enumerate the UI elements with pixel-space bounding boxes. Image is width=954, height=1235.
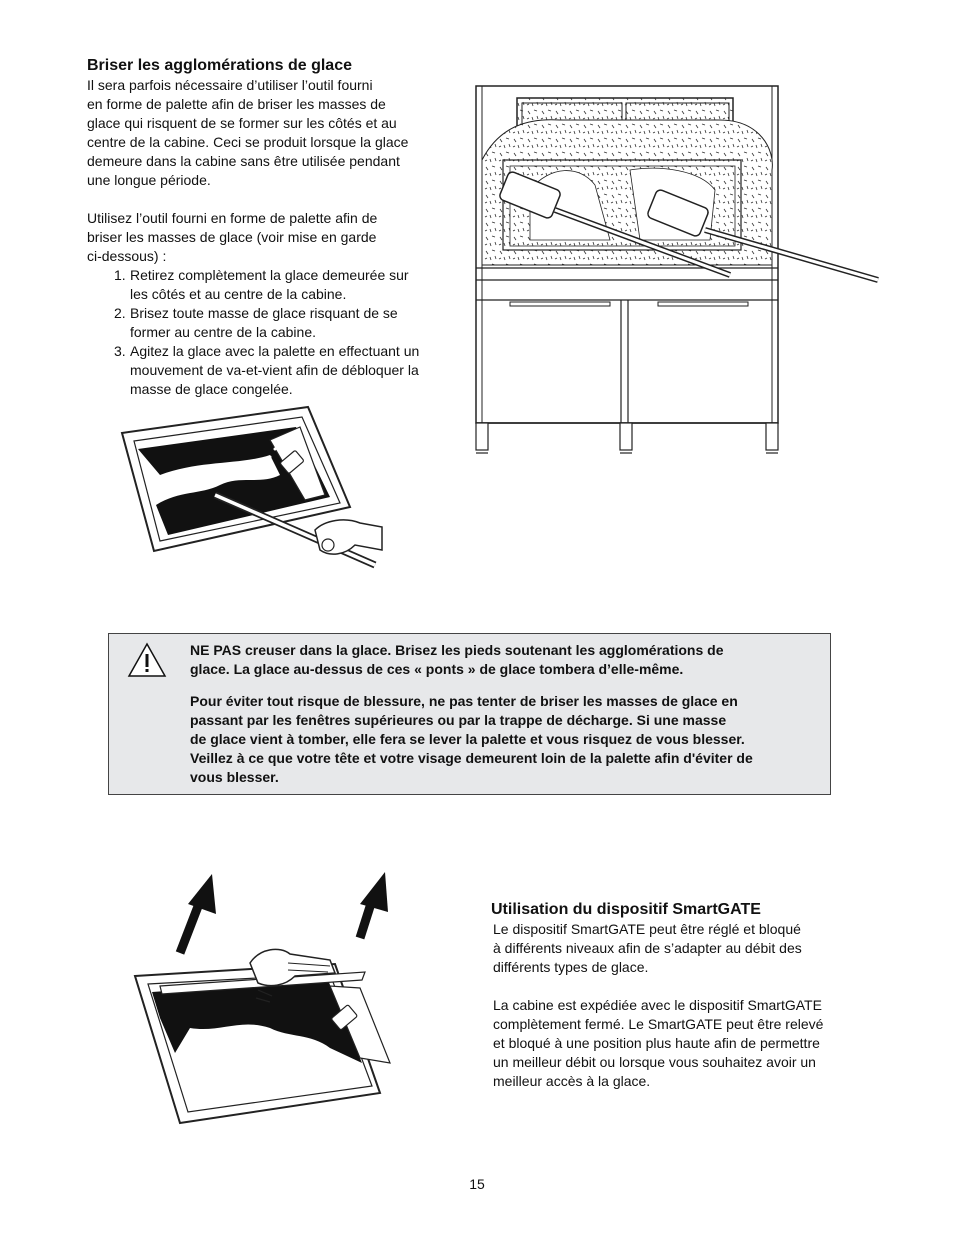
step-line: Brisez toute masse de glace risquant de se bbox=[130, 305, 398, 321]
smartgate-illustration bbox=[130, 868, 415, 1128]
paragraph-line: un meilleur débit ou lorsque vous souhaitez avoir un bbox=[493, 1054, 816, 1070]
instruction-line: Utilisez l’outil fourni en forme de palette afin de bbox=[87, 210, 378, 226]
intro-line: demeure dans la cabine sans être utilisée pendant bbox=[87, 153, 400, 169]
step-line: former au centre de la cabine. bbox=[130, 324, 316, 340]
step-line: Agitez la glace avec la palette en effectuant un bbox=[130, 343, 420, 359]
warning-line: Pour éviter tout risque de blessure, ne pas tenter de briser les masses de glace en bbox=[190, 693, 738, 709]
section-heading: Briser les agglomérations de glace bbox=[87, 57, 352, 74]
intro-line: glace qui risquent de se former sur les côtés et au bbox=[87, 115, 397, 131]
intro-line: centre de la cabine. Ceci se produit lorsque la glace bbox=[87, 134, 409, 150]
list-item bbox=[114, 304, 462, 342]
warning-line: de glace vient à tomber, elle fera se lever la palette et vous risquez de vous blesser. bbox=[190, 731, 745, 747]
paragraph-line: complètement fermé. Le SmartGATE peut être relevé bbox=[493, 1016, 824, 1032]
hand-paddle-illustration bbox=[120, 405, 390, 573]
section-breaking-ice bbox=[87, 56, 462, 399]
paragraph-line: à différents niveaux afin de s’adapter au débit des bbox=[493, 940, 802, 956]
ice-bin-paddle-illustration bbox=[470, 80, 885, 465]
paragraph-line: La cabine est expédiée avec le dispositif SmartGATE bbox=[493, 997, 822, 1013]
paragraph-line: différents types de glace. bbox=[493, 959, 649, 975]
warning-line: passant par les fenêtres supérieures ou par la trappe de décharge. Si une masse bbox=[190, 712, 727, 728]
warning-text bbox=[190, 641, 830, 787]
section-heading: Utilisation du dispositif SmartGATE bbox=[491, 901, 761, 918]
paragraph-line: et bloqué à une position plus haute afin de permettre bbox=[493, 1035, 820, 1051]
list-item bbox=[114, 342, 462, 399]
warning-triangle-icon bbox=[127, 642, 167, 678]
warning-line: Veillez à ce que votre tête et votre visage demeurent loin de la palette afin d'éviter de bbox=[190, 750, 753, 766]
intro-line: une longue période. bbox=[87, 172, 211, 188]
step-line: Retirez complètement la glace demeurée sur bbox=[130, 267, 409, 283]
instruction-line: ci-dessous) : bbox=[87, 248, 167, 264]
arrow-up-icon bbox=[180, 874, 216, 953]
step-number: 2. bbox=[114, 305, 126, 321]
arrow-up-icon bbox=[360, 872, 388, 938]
step-line: masse de glace congelée. bbox=[130, 381, 293, 397]
step-number: 1. bbox=[114, 267, 126, 283]
page-number: 15 bbox=[469, 1176, 485, 1192]
list-item bbox=[114, 266, 462, 304]
warning-line: NE PAS creuser dans la glace. Brisez les pieds soutenant les agglomérations de bbox=[190, 642, 724, 658]
paragraph-line: Le dispositif SmartGATE peut être réglé et bloqué bbox=[493, 921, 801, 937]
step-line: mouvement de va-et-vient afin de débloquer la bbox=[130, 362, 419, 378]
section-smartgate bbox=[491, 900, 871, 1091]
intro-line: Il sera parfois nécessaire d’utiliser l’outil fourni bbox=[87, 77, 373, 93]
warning-box bbox=[108, 633, 831, 795]
step-line: les côtés et au centre de la cabine. bbox=[130, 286, 347, 302]
step-number: 3. bbox=[114, 343, 126, 359]
instruction-line: briser les masses de glace (voir mise en garde bbox=[87, 229, 377, 245]
steps-list bbox=[114, 266, 462, 399]
intro-line: en forme de palette afin de briser les masses de bbox=[87, 96, 386, 112]
paragraph-line: meilleur accès à la glace. bbox=[493, 1073, 651, 1089]
warning-line: glace. La glace au-dessus de ces « ponts » de glace tombera d’elle-même. bbox=[190, 661, 684, 677]
warning-line: vous blesser. bbox=[190, 769, 279, 785]
